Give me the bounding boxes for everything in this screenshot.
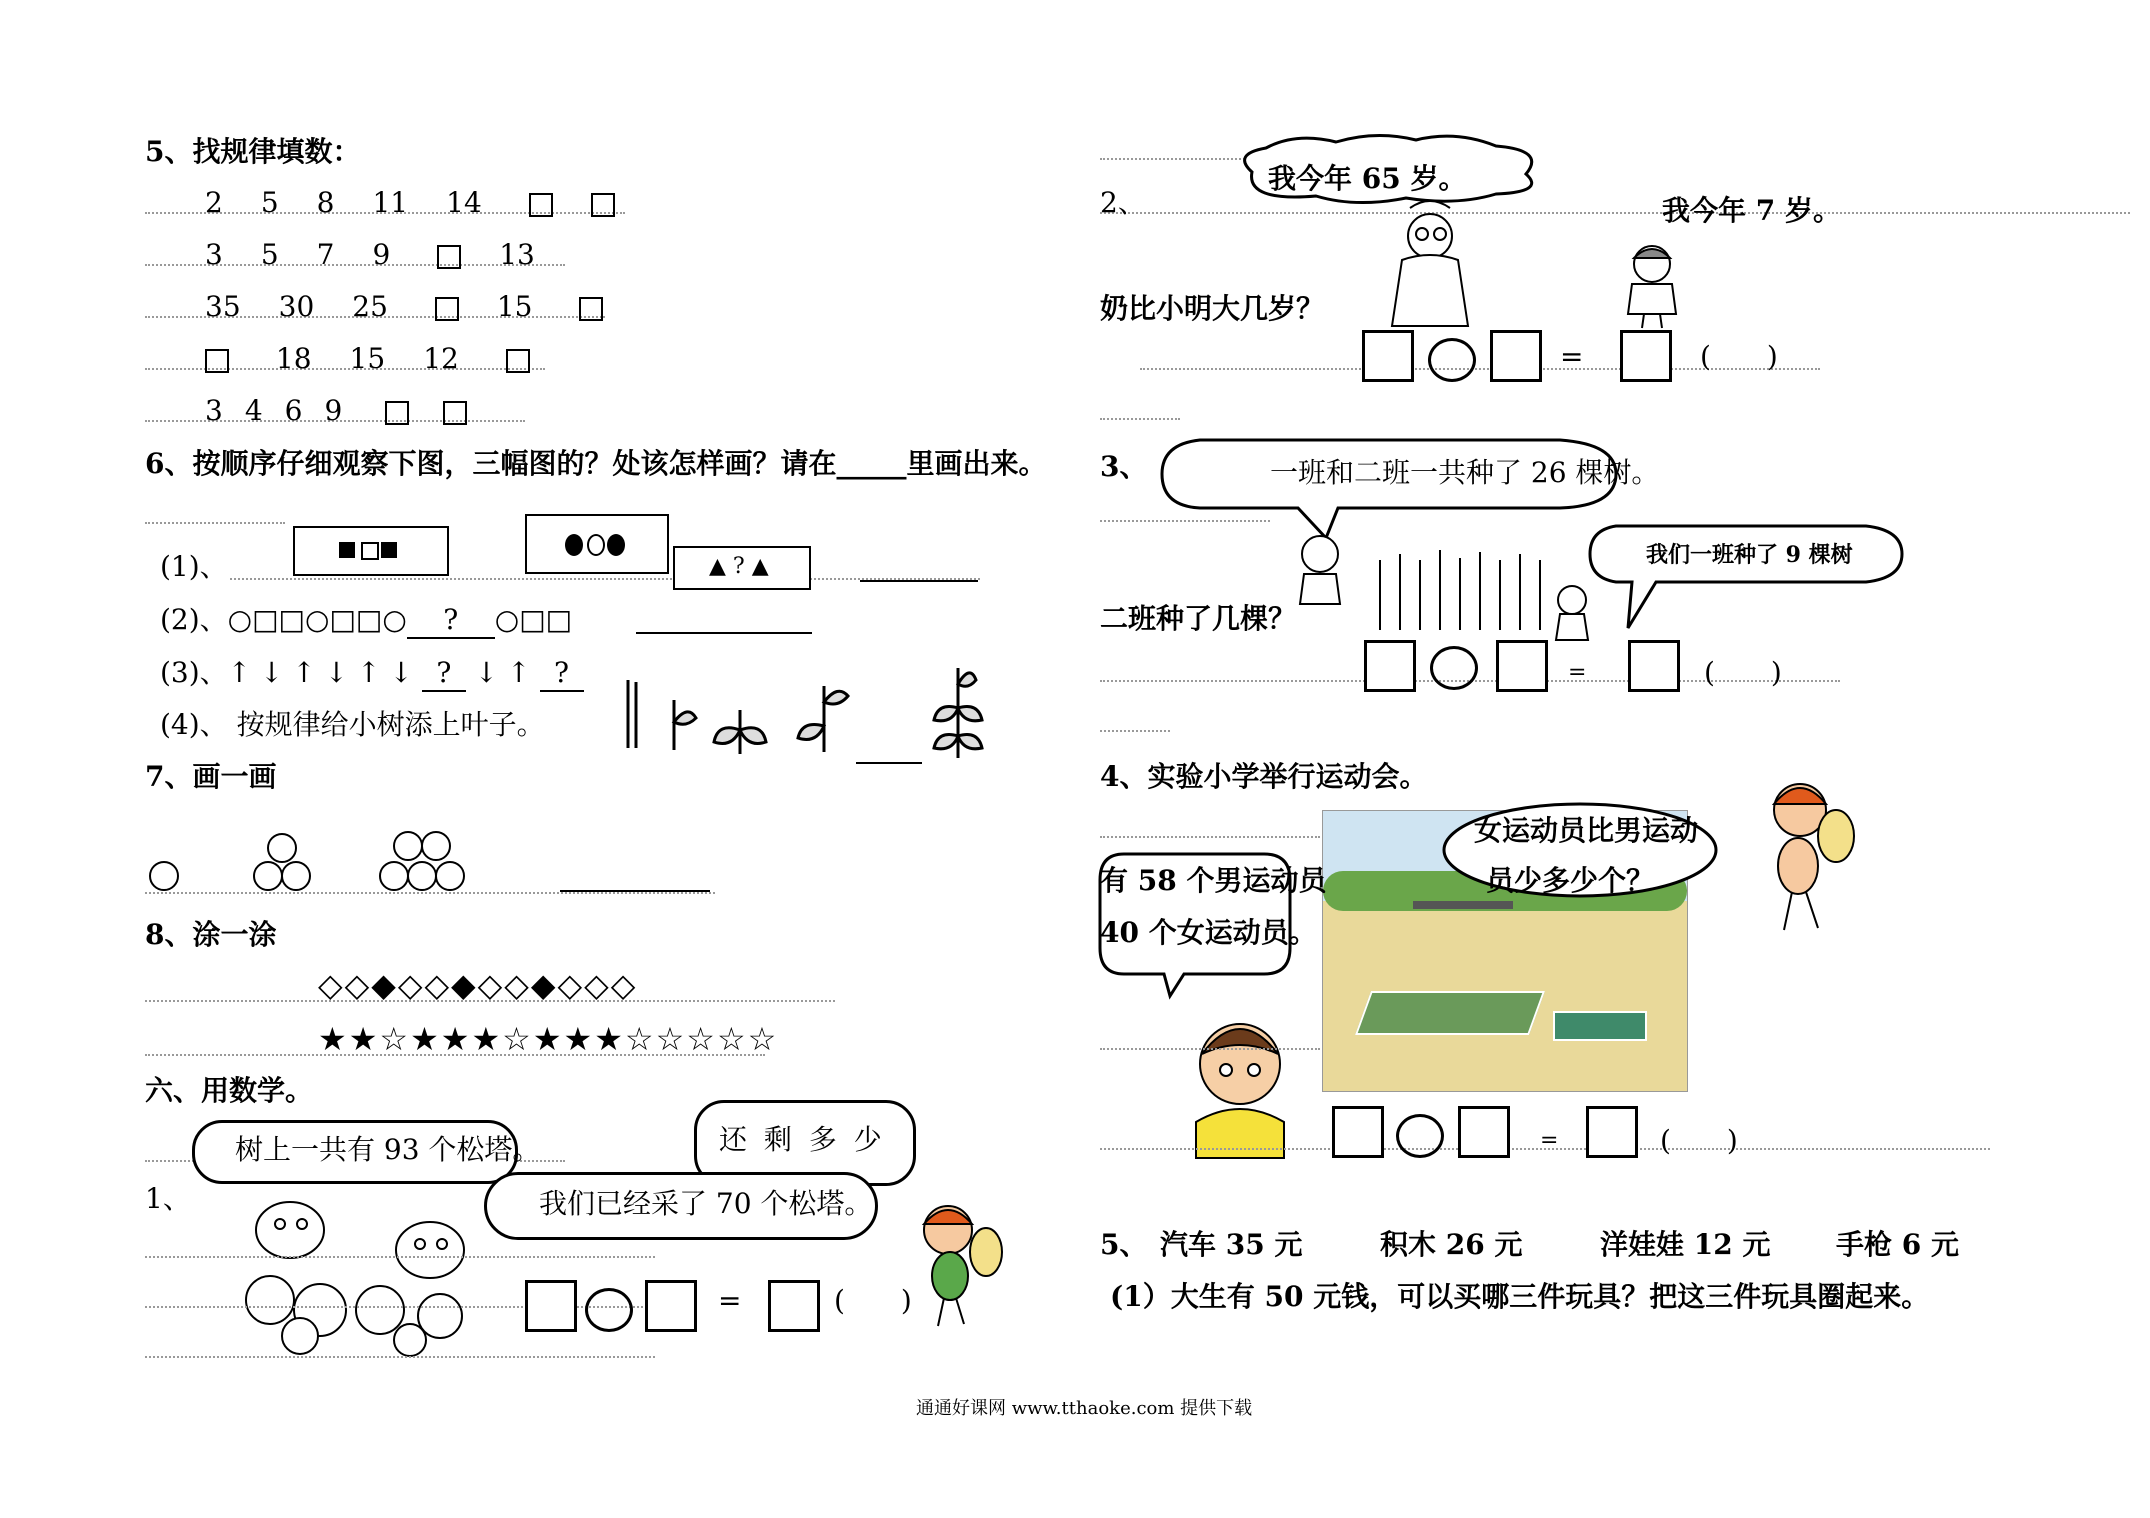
cloud-bubble-text: 我今年 65 岁。 [1268,162,1467,195]
answer-box[interactable] [437,245,461,269]
unit-paren[interactable]: ( ) [834,1284,912,1317]
boys-count-text: 有 58 个男运动员 [1100,864,1327,897]
number-box[interactable] [1490,330,1542,382]
q6-item1-label: (1)、 [160,550,228,583]
number-box[interactable] [1496,640,1548,692]
q5-row-5: 3 4 6 9 [205,394,467,428]
operator-circle[interactable] [1430,646,1478,690]
q5-title: 5、找规律填数： [145,135,361,168]
equals-sign: = [718,1284,742,1317]
toy-item[interactable]: 汽车 35 元 [1160,1228,1303,1261]
fairy-illustration [1740,770,1860,940]
q5-row-3: 35 30 25 15 [205,290,641,324]
problem-2-question: 奶比小明大几岁？ [1100,292,1325,325]
answer-line[interactable] [560,890,710,892]
pattern-figure-2 [525,514,669,574]
answer-line[interactable] [860,580,978,582]
number-box[interactable] [1362,330,1414,382]
number-box[interactable] [525,1280,577,1332]
q5-row-2: 3 5 7 9 13 [205,238,535,271]
toy-item[interactable]: 积木 26 元 [1380,1228,1523,1261]
footer-credit: 通通好课网 www.tthaoke.com 提供下载 [916,1398,1253,1419]
diamond-row: ◇◇◆◇◇◆◇◇◆◇◇◇ [318,966,638,1004]
problem-5-question-1: (1）大生有 50 元钱，可以买哪三件玩具？把这三件玩具圈起来。 [1110,1280,1930,1313]
answer-box[interactable] [385,401,409,425]
q6-item2: (2)、○□□○□□○ ? ○□□ [160,603,572,639]
problem-5-number: 5、 [1100,1228,1148,1261]
speech-bubble: 还 剩 多 少 [694,1100,916,1186]
q5-row-4: 18 15 12 [205,342,568,376]
toy-item[interactable]: 洋娃娃 12 元 [1600,1228,1771,1261]
problem-3-number: 3、 [1100,450,1148,483]
toy-item[interactable]: 手枪 6 元 [1836,1228,1959,1261]
tree-sprouts-illustration [610,660,1010,770]
number-box[interactable] [1364,640,1416,692]
pattern-figure-3: ▲ ? ▲ [673,546,811,590]
q6-item3: (3)、↑ ↓ ↑ ↓ ↑ ↓ ? ↓ ↑ ? [160,656,584,692]
result-box[interactable] [1628,640,1680,692]
problem-4-title: 4、实验小学举行运动会。 [1100,760,1428,793]
q6-title: 6、按顺序仔细观察下图，三幅图的？处该怎样画？请在_____里画出来。 [145,447,1047,480]
result-box[interactable] [768,1280,820,1332]
equals-sign: = [1568,660,1587,685]
boy-face-illustration [1190,1018,1290,1158]
star-row: ★★☆★★★☆★★★☆☆☆☆☆ [318,1020,779,1058]
number-box[interactable] [645,1280,697,1332]
result-box[interactable] [1620,330,1672,382]
section-6-title: 六、用数学。 [145,1074,314,1107]
children-planting-illustration [1290,530,1620,650]
number-box[interactable] [1458,1106,1510,1158]
answer-line[interactable] [856,762,922,764]
speech-bubble-text: 女运动员比男运动 [1474,814,1699,847]
operator-circle[interactable] [1396,1114,1444,1158]
fairy-illustration [898,1196,1008,1336]
unit-paren[interactable]: ( ) [1660,1124,1738,1157]
girls-count-text: 40 个女运动员。 [1100,916,1317,949]
answer-box[interactable] [591,193,615,217]
speech-bubble: 树上一共有 93 个松塔。 [192,1120,518,1184]
unit-paren[interactable]: ( ) [1704,656,1782,689]
number-box[interactable] [1332,1106,1384,1158]
grandma-illustration [1380,200,1480,330]
squirrels-illustration [230,1190,490,1350]
answer-box[interactable] [506,349,530,373]
boy-says-text: 我今年 7 岁。 [1662,194,1841,227]
answer-box[interactable] [205,349,229,373]
speech-bubble: 我们已经采了 70 个松塔。 [484,1172,878,1240]
equals-sign: = [1540,1128,1559,1153]
boy-illustration [1618,240,1688,330]
problem-1-number: 1、 [145,1182,191,1215]
pattern-figure-1 [293,526,449,576]
q5-row-1: 2 5 8 11 14 [205,186,653,220]
unit-paren[interactable]: ( ) [1700,340,1778,373]
operator-circle[interactable] [585,1288,633,1332]
speech-bubble-text: 一班和二班一共种了 26 棵树。 [1270,456,1660,489]
operator-circle[interactable] [1428,338,1476,382]
answer-box[interactable] [579,297,603,321]
answer-box[interactable] [529,193,553,217]
q6-item4: (4)、 按规律给小树添上叶子。 [160,708,545,741]
circles-pattern-illustration [148,826,478,892]
speech-bubble-text: 我们一班种了 9 棵树 [1646,542,1853,568]
speech-bubble-text-2: 员少多少个？ [1486,864,1655,897]
result-box[interactable] [1586,1106,1638,1158]
problem-3-question: 二班种了几棵？ [1100,602,1297,635]
q8-title: 8、涂一涂 [145,918,277,951]
answer-box[interactable] [435,297,459,321]
answer-line[interactable] [636,632,812,634]
problem-2-number: 2、 [1100,186,1146,219]
answer-box[interactable] [443,401,467,425]
equals-sign: = [1560,340,1584,373]
q7-title: 7、画一画 [145,760,277,793]
